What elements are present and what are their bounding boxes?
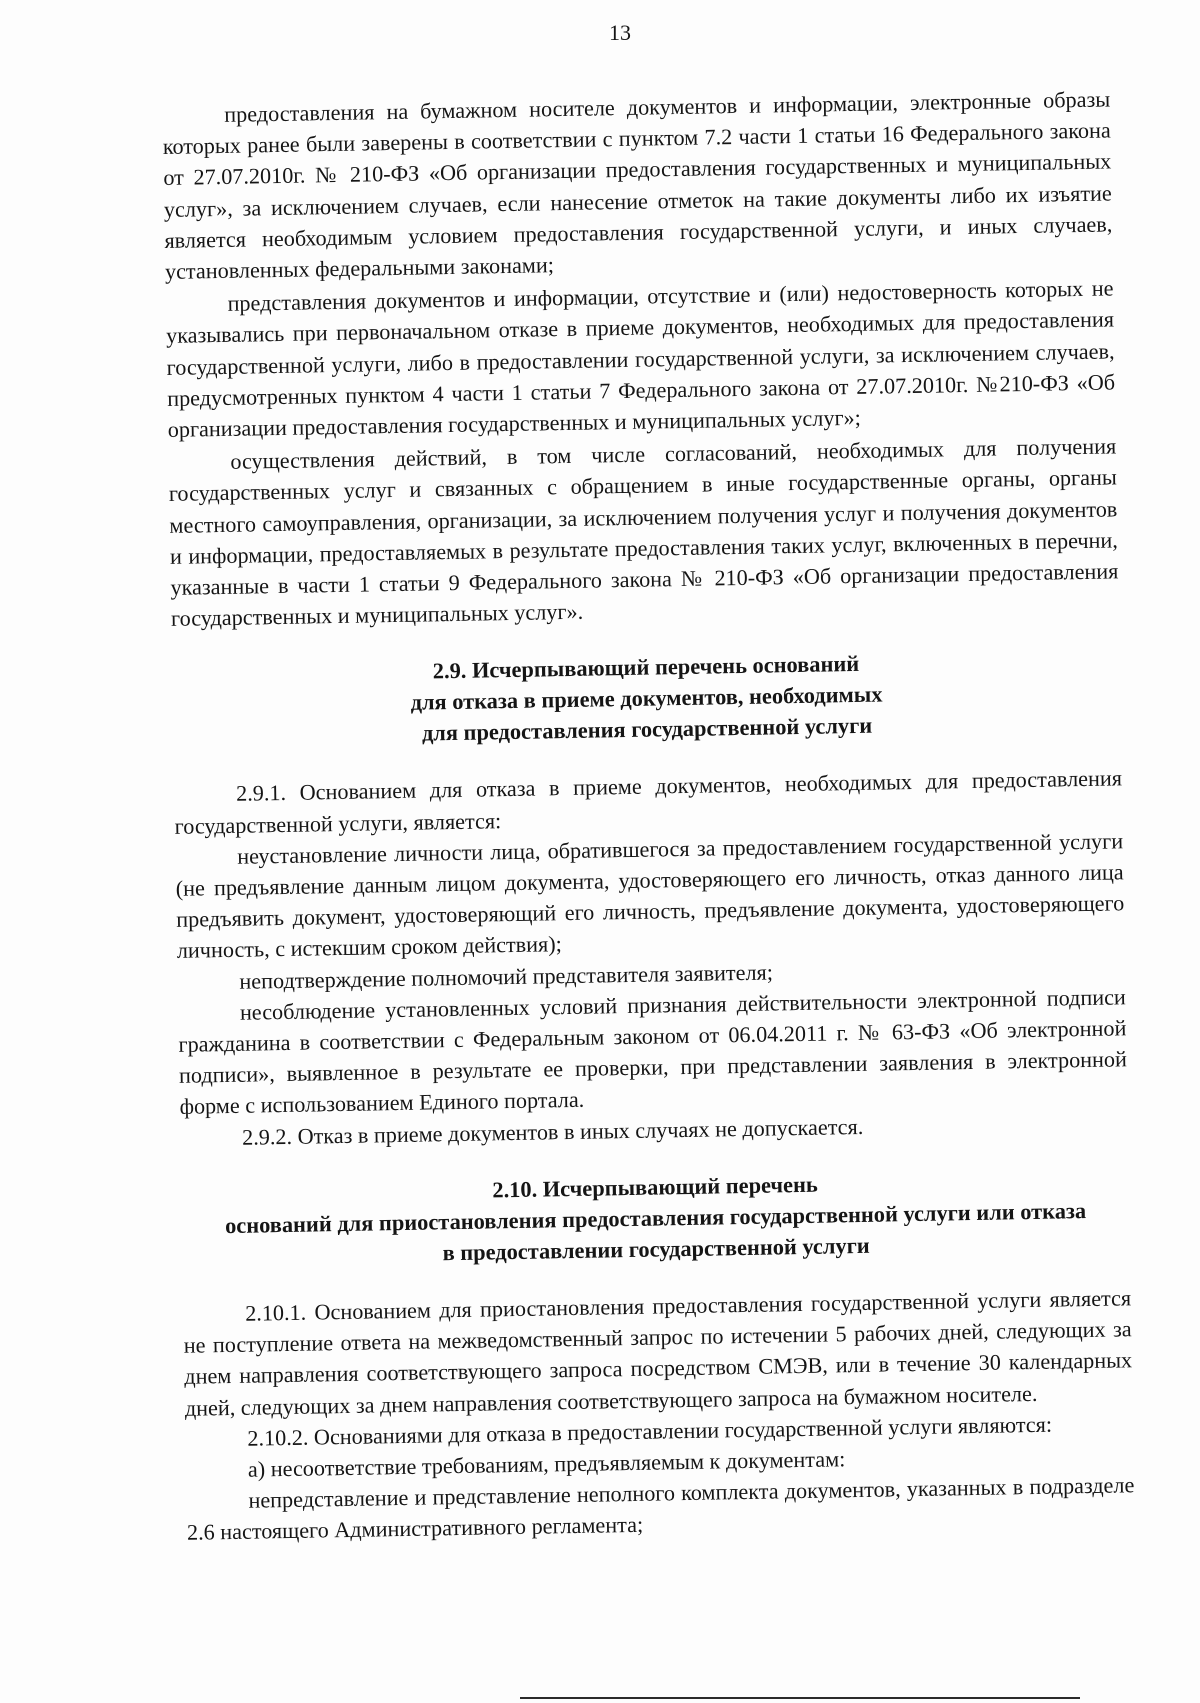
paragraph: 2.10.1. Основанием для приостановления предоставления государственной услуги является не поступление ответа на межведомственный запрос по истечении 5 рабочих дней, следующих за днем направления соответствующего запроса посредством СМЭВ, или в течение 30 календарных дней, следующих за днем направления соответствующего запроса на бумажном носителе. xyxy=(183,1285,1133,1421)
section-heading-2-9 xyxy=(172,644,1121,754)
bottom-scan-edge-line xyxy=(520,1697,1080,1699)
paragraph: несоблюдение установленных условий признания действительности электронной подписи гражданина в соответствии с Федеральным законом от 06.04.2011 г. № 63-ФЗ «Об электронной подписи», выявленное в результате ее проверки, при представлении заявления в электронной форме с использованием Единого портала. xyxy=(178,984,1128,1120)
heading-line: 2.9. Исчерпывающий перечень оснований xyxy=(432,651,860,684)
paragraph: а) несоответствие требованиям, предъявляемым к документам: xyxy=(247,1446,846,1482)
paragraph: осуществления действий, в том числе согласований, необходимых для получения государственных услуг и связанных с обращением в иные государственные органы, органы местного самоуправления, организации, за исключением получения услуг и получения документов и информации, предоставляемых в результате предоставления таких услуг, включенных в перечни, указанные в части 1 статьи 9 Федерального закона № 210-ФЗ «Об организации предоставления государственных и муниципальных услуг». xyxy=(168,433,1119,632)
document-body xyxy=(162,83,1135,1548)
heading-line: для предоставления государственной услуги xyxy=(421,713,873,747)
paragraph: неподтверждение полномочий представителя заявителя; xyxy=(239,959,774,994)
heading-line: для отказа в приеме документов, необходимых xyxy=(410,681,883,716)
paragraph: 2.9.2. Отказ в приеме документов в иных случаях не допускается. xyxy=(241,1113,864,1150)
paragraph: 2.9.1. Основанием для отказа в приеме документов, необходимых для предоставления государственной услуги, является: xyxy=(174,765,1123,839)
paragraph: непредставление и представление неполного комплекта документов, указанных в подразделе 2.6 настоящего Административного регламента; xyxy=(186,1472,1135,1546)
page-number: 13 xyxy=(609,20,631,45)
heading-line: 2.10. Исчерпывающий перечень xyxy=(492,1171,818,1203)
heading-line: в предоставлении государственной услуги xyxy=(442,1232,870,1266)
section-heading-2-10 xyxy=(181,1163,1130,1273)
paragraph: представления документов и информации, отсутствие и (или) недостоверность которых не указывались при первоначальном отказе в приеме документов, необходимых для предоставления государственной услуги, либо в предоставлении государственной услуги, за исключением случаев, предусмотренных пунктом 4 части 1 статьи 7 Федерального закона от 27.07.2010г. №210-ФЗ «Об организации предоставления государственных и муниципальных услуг»; xyxy=(165,275,1116,442)
paragraph: предоставления на бумажном носителе документов и информации, электронные образы которых ранее были заверены в соответствии с пунктом 7.2 части 1 статьи 16 Федерального закона от 27.07.2010г. № 210-ФЗ «Об организации предоставления государственных и муниципальных услуг», за исключением случаев, если нанесение отметок на такие документы либо их изъятие является необходимым условием предоставления государственной услуги, и иных случаев, установленных федеральными законами; xyxy=(162,86,1113,284)
heading-line: оснований для приостановления предоставления государственной услуги или отказа xyxy=(224,1197,1087,1238)
paragraph: 2.10.2. Основаниями для отказа в предоставлении государственной услуги являются: xyxy=(247,1411,1053,1451)
paragraph: неустановление личности лица, обратившегося за предоставлением государственной услуги (не предъявление данным лицом документа, удостоверяющего его личность, отказ данного лица предъявить документ, удостоверяющий его личность, предъявление документа, удостоверяющего личность, с истекшим сроком действия); xyxy=(175,828,1125,964)
